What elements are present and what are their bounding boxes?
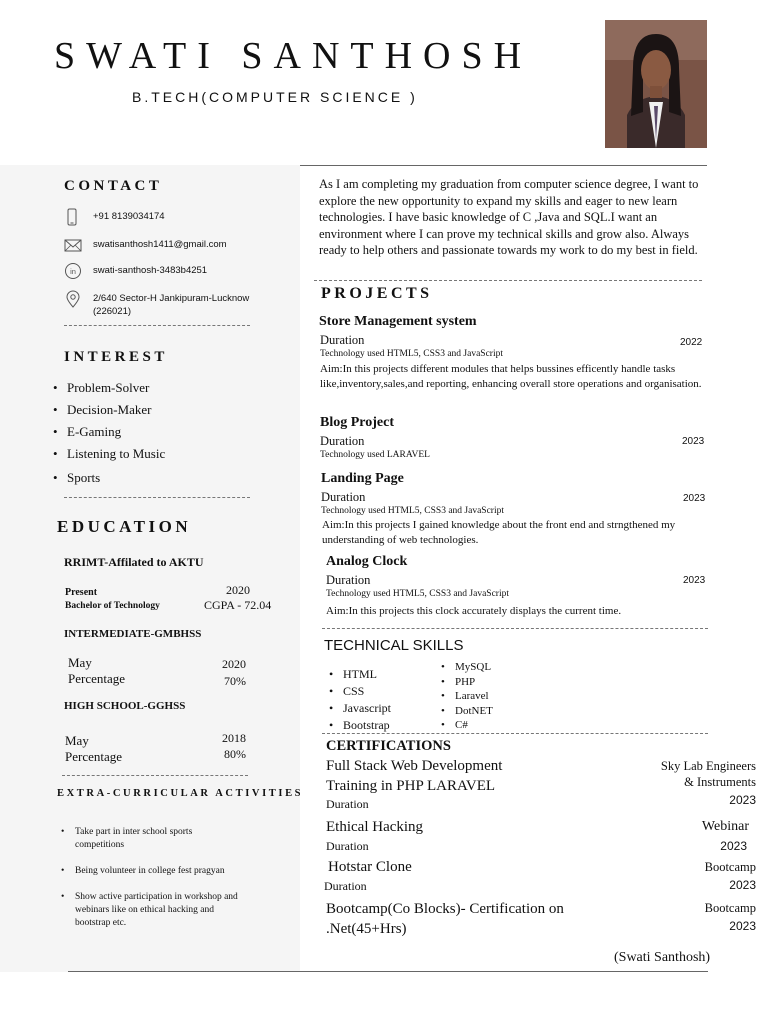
intermediate-year: 2020 — [222, 657, 246, 671]
college-status: Present — [65, 587, 98, 598]
projects-heading: PROJECTS — [321, 285, 433, 302]
project-year: 2022 — [680, 337, 703, 348]
contact-phone-row — [64, 208, 294, 228]
project-title: Landing Page — [321, 471, 404, 486]
cert-duration: Duration — [326, 839, 369, 853]
email-address[interactable]: swatisanthosh1411@gmail.com — [93, 239, 227, 250]
svg-text:in: in — [70, 267, 76, 276]
interest-heading: INTEREST — [64, 349, 168, 365]
cert-title: Full Stack Web Development — [326, 758, 503, 774]
intermediate-month: May — [68, 655, 92, 670]
list-item: • Being volunteer in college fest pragyan — [61, 865, 241, 878]
cert-issuer: Bootcamp — [704, 860, 756, 874]
cert-year: 2023 — [720, 839, 747, 853]
list-item: • Javascript — [329, 700, 439, 717]
divider — [62, 775, 248, 776]
list-item: • Bootstrap — [329, 717, 439, 734]
project-title: Blog Project — [320, 415, 394, 430]
mail-icon — [64, 236, 82, 254]
degree-subtitle: B.TECH(COMPUTER SCIENCE ) — [132, 89, 418, 105]
signature-text: (Swati Santhosh) — [614, 950, 711, 965]
list-item: • C# — [441, 718, 551, 733]
cert-year: 2023 — [729, 919, 756, 933]
project-aim: Aim:In this projects this clock accurately displays the current time. — [326, 605, 622, 617]
project-year: 2023 — [683, 493, 706, 504]
list-item: • HTML — [329, 666, 439, 683]
location-icon — [64, 290, 82, 308]
intermediate-label: Percentage — [68, 671, 126, 686]
cert-issuer: Sky Lab Engineers — [660, 759, 756, 773]
phone-icon — [64, 208, 82, 226]
intermediate-name: INTERMEDIATE-GMBHSS — [64, 628, 202, 640]
project-duration: Duration — [321, 490, 366, 504]
list-item: • PHP — [441, 675, 551, 690]
skills-heading: TECHNICAL SKILLS — [324, 637, 464, 654]
highschool-name: HIGH SCHOOL-GGHSS — [64, 700, 186, 712]
project-duration: Duration — [326, 573, 371, 587]
highschool-month: May — [65, 733, 89, 748]
contact-email-row — [64, 236, 294, 256]
college-year: 2020 — [226, 583, 250, 597]
project-duration: Duration — [320, 333, 365, 347]
list-item: • E-Gaming — [53, 424, 283, 446]
list-item: • Laravel — [441, 689, 551, 704]
divider — [322, 733, 708, 734]
project-year: 2023 — [683, 575, 706, 586]
divider — [64, 497, 250, 498]
skills-list-1 — [329, 666, 439, 734]
cert-title: .Net(45+Hrs) — [326, 921, 407, 937]
portrait-image — [605, 20, 707, 148]
divider — [64, 325, 250, 326]
college-name: RRIMT-Affilated to AKTU — [64, 555, 204, 569]
project-tech: Technology used HTML5, CSS3 and JavaScript — [320, 349, 503, 359]
project-tech: Technology used HTML5, CSS3 and JavaScript — [321, 506, 504, 516]
list-item: • Sports — [53, 470, 283, 492]
contact-address-row — [64, 290, 294, 320]
list-item: • Show active participation in workshop and webinars like on ethical hacking and bootstrap etc. — [61, 891, 241, 930]
linkedin-icon — [64, 262, 82, 280]
college-score: CGPA - 72.04 — [204, 598, 272, 612]
cert-title: Bootcamp(Co Blocks)- Certification on — [326, 901, 564, 917]
list-item: • Problem-Solver — [53, 380, 283, 402]
top-rule — [300, 165, 707, 166]
cert-year: 2023 — [729, 878, 756, 892]
list-item: • MySQL — [441, 660, 551, 675]
cert-issuer: Bootcamp — [704, 901, 756, 915]
phone-number[interactable]: +91 8139034174 — [93, 211, 165, 222]
project-tech: Technology used LARAVEL — [320, 450, 430, 460]
cert-year: 2023 — [729, 793, 756, 807]
interest-list — [53, 380, 283, 492]
highschool-label: Percentage — [65, 749, 123, 764]
cert-title: Ethical Hacking — [326, 819, 424, 835]
profile-photo — [605, 20, 707, 148]
cert-issuer: Webinar — [701, 819, 749, 834]
list-item: • Take part in inter school sports competitions — [61, 826, 241, 852]
college-degree: Bachelor of Technology — [65, 601, 160, 611]
list-item: • Listening to Music — [53, 446, 283, 470]
project-aim: Aim:In this projects I gained knowledge about the front end and strngthened my understanding of web technologies. — [322, 519, 676, 546]
linkedin-handle[interactable]: swati-santhosh-3483b4251 — [93, 265, 208, 276]
project-duration: Duration — [320, 434, 365, 448]
contact-heading: CONTACT — [64, 178, 163, 194]
divider — [322, 628, 708, 629]
contact-linkedin-row — [64, 262, 294, 282]
project-year: 2023 — [682, 436, 705, 447]
certifications-heading: CERTIFICATIONS — [326, 738, 451, 754]
project-title: Analog Clock — [326, 554, 408, 569]
list-item: • CSS — [329, 683, 439, 700]
list-item: • DotNET — [441, 704, 551, 719]
divider — [314, 280, 702, 281]
cert-issuer: & Instruments — [684, 775, 756, 789]
intermediate-score: 70% — [224, 674, 246, 688]
project-aim: Aim:In this projects different modules that helps bussines efficently handle tasks like,inventory,sales,and reporting, enhancing overall store operations and organisation. — [320, 363, 702, 390]
cert-duration: Duration — [326, 797, 369, 811]
summary-text: As I am completing my graduation from computer science degree, I want to explore the new opportunity to expand my skills and eager to new learn technologies. I have basic knowledge of C ,Java and SQL.I want an environment where I can prove my technical skills and grow also. Always ready to help others and passionate towards my work to do my best in field. — [319, 177, 699, 258]
resume-name: SWATI SANTHOSH — [54, 35, 533, 77]
cert-duration: Duration — [324, 879, 367, 893]
skills-list-2 — [441, 660, 551, 733]
extra-curricular-heading: EXTRA-CURRICULAR ACTIVITIES — [57, 788, 304, 799]
cert-title: Hotstar Clone — [328, 859, 412, 875]
education-heading: EDUCATION — [57, 517, 192, 536]
list-item: • Decision-Maker — [53, 402, 283, 424]
project-title: Store Management system — [319, 314, 477, 329]
highschool-year: 2018 — [222, 731, 246, 745]
bottom-rule — [68, 971, 708, 972]
extra-curricular-list — [61, 826, 241, 930]
highschool-score: 80% — [224, 747, 246, 761]
project-tech: Technology used HTML5, CSS3 and JavaScript — [326, 589, 509, 599]
cert-title: Training in PHP LARAVEL — [326, 778, 496, 794]
address-text: 2/640 Sector-H Jankipuram-Lucknow (226021) — [93, 293, 250, 317]
